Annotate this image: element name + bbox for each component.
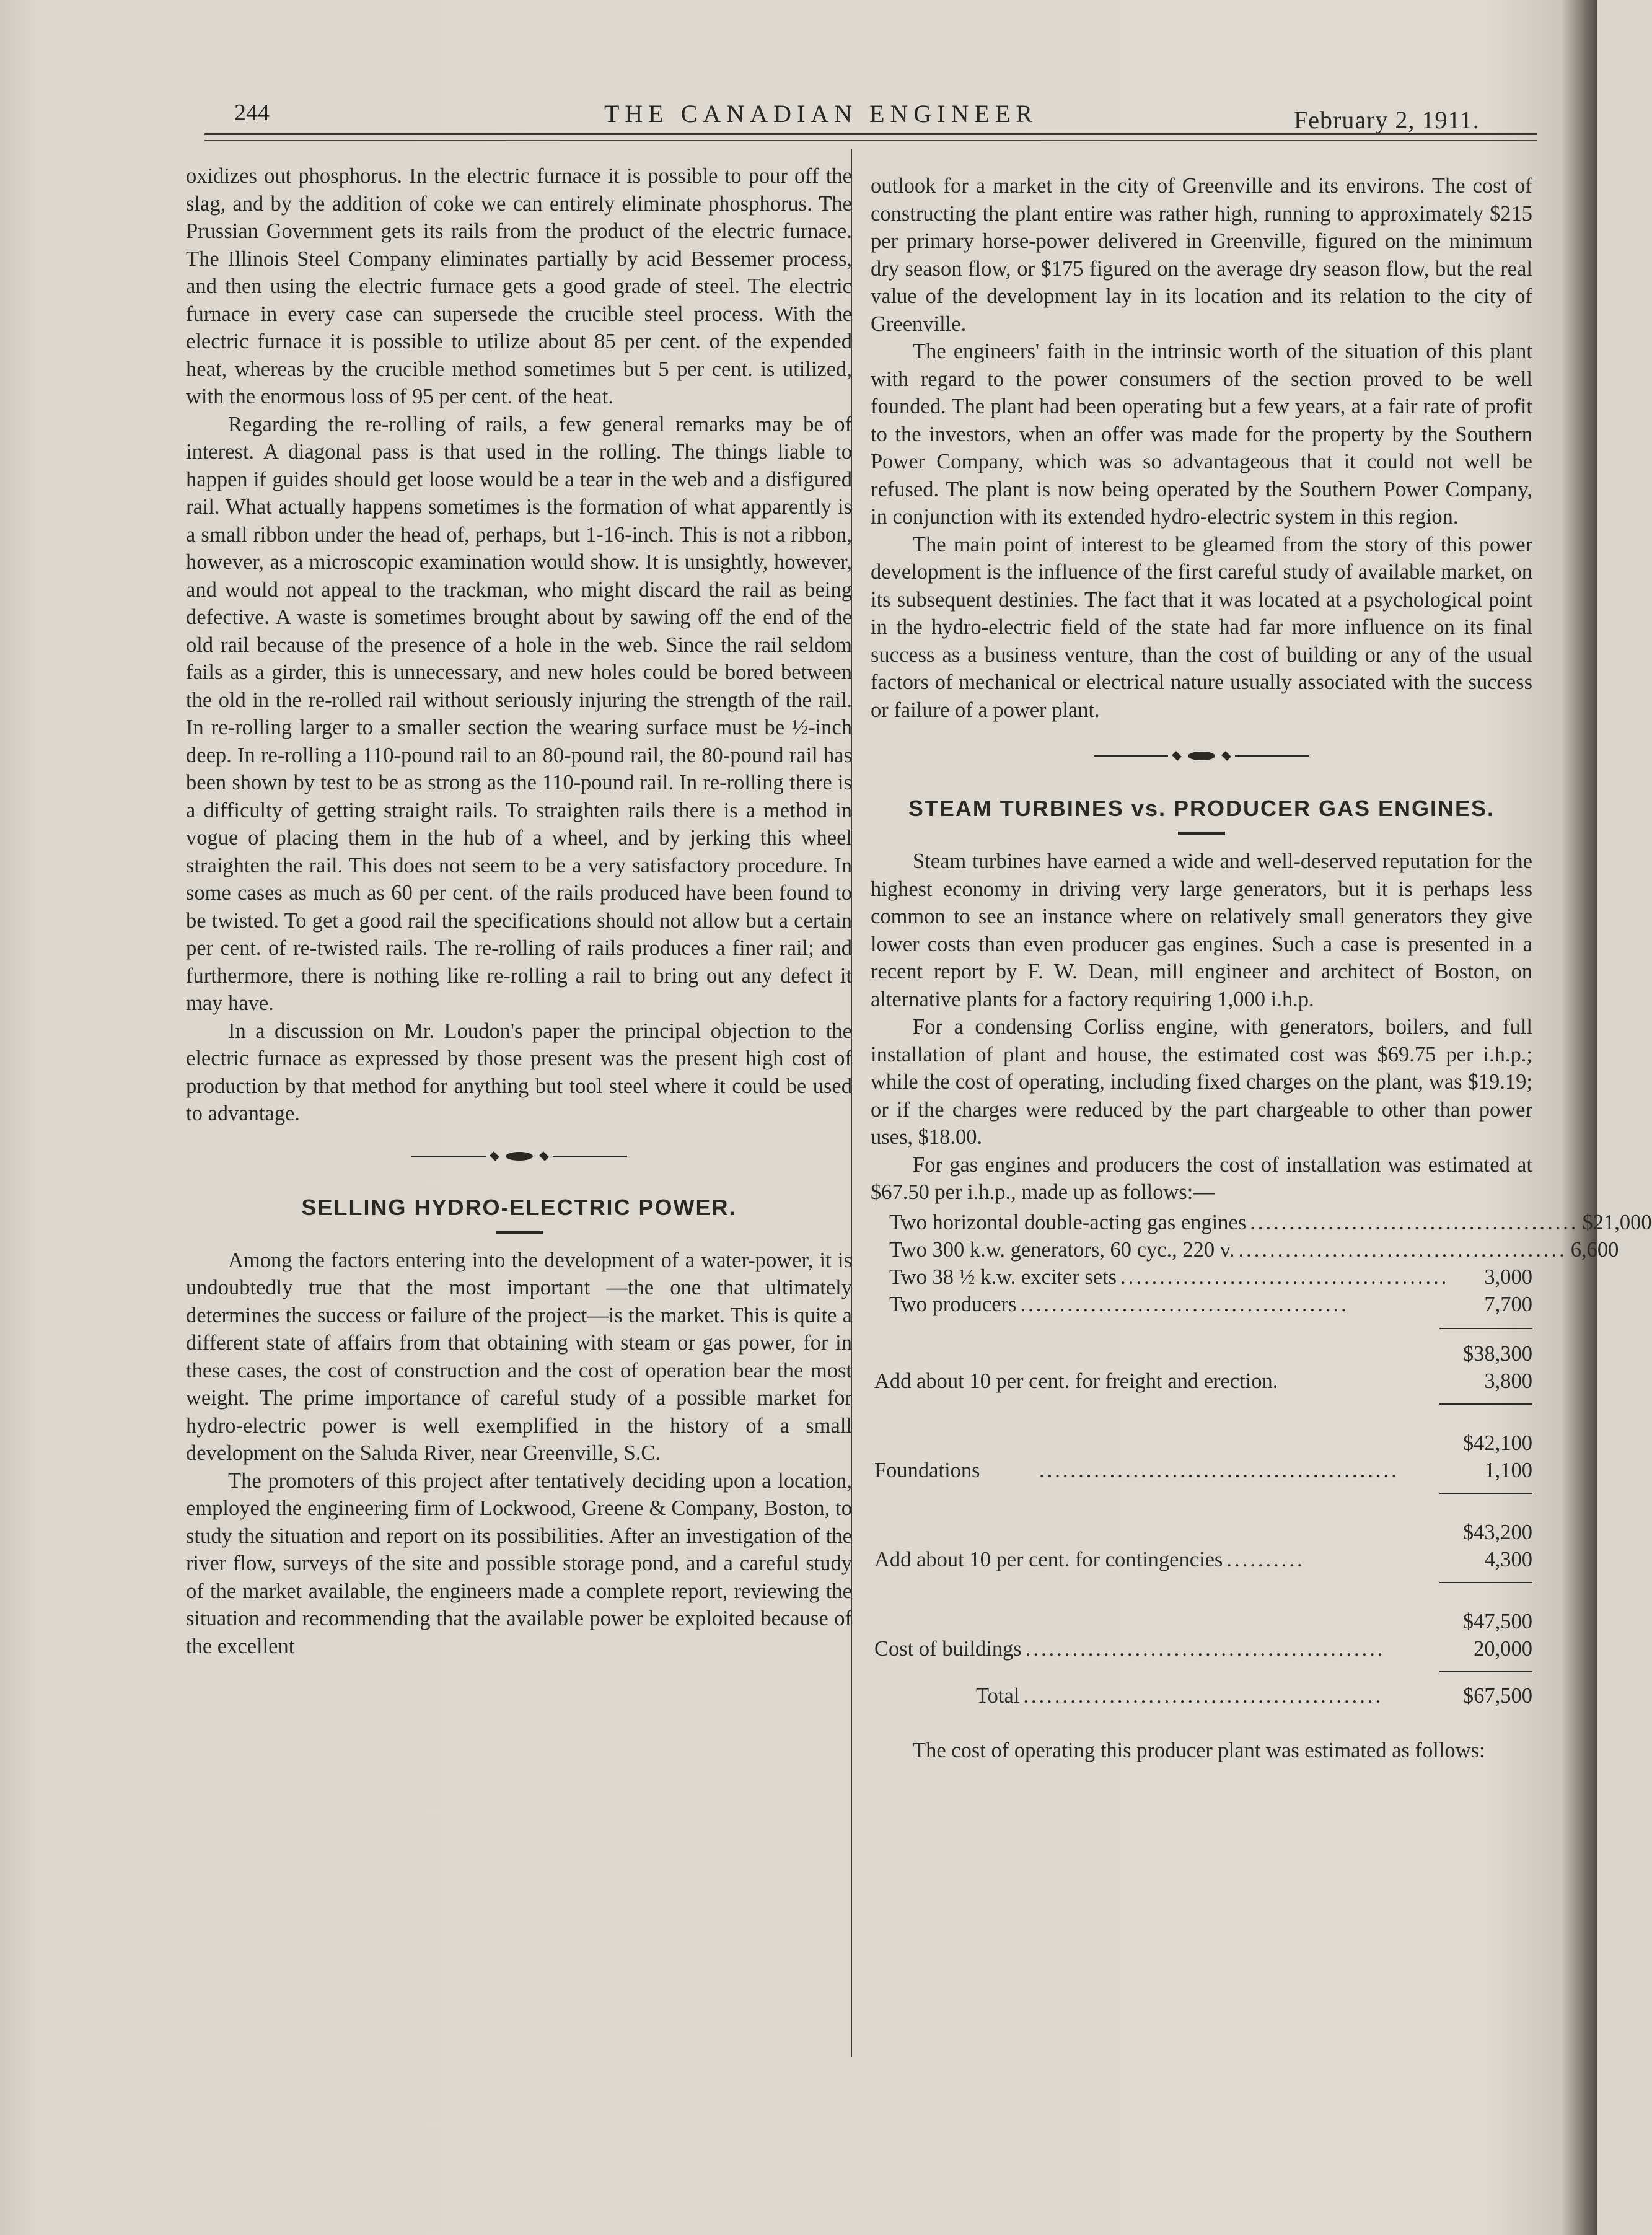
page-number: 244 xyxy=(234,100,270,126)
ornament-diamond xyxy=(490,1151,499,1161)
paragraph: The promoters of this project after tentatively deciding upon a location, employed the engineering firm of Lockwood, Greene & Company, Boston, to study the situation and report on its possibilities. After an investigation of the river flow, surveys of the site and possible storage pond, and a careful study of the market available, the engineers made a complete report, reviewing the situation and recommending that the available power be exploited because of the excellent xyxy=(186,1469,852,1658)
section-heading: SELLING HYDRO-ELECTRIC POWER. xyxy=(301,1194,737,1220)
item-amount: 4,300 xyxy=(1484,1547,1532,1571)
leader-dots: .......... xyxy=(1226,1547,1305,1571)
section-ornament xyxy=(871,737,1532,775)
page-edge xyxy=(1584,0,1597,2235)
sum-rule xyxy=(1439,1403,1532,1405)
item-amount: 20,000 xyxy=(1474,1636,1532,1661)
ornament-diamond xyxy=(1221,751,1231,761)
heading-bar xyxy=(1178,832,1225,835)
total-label: Total xyxy=(976,1684,1020,1708)
paragraph: In a discussion on Mr. Loudon's paper the principal objection to the electric furnace as expressed by those present was the present high cost of production by that method for anything but tool steel where it could be used to advantage. xyxy=(186,1019,852,1125)
item-label: Two 38 ½ k.w. exciter sets xyxy=(889,1265,1117,1289)
table-row xyxy=(871,1236,1619,1263)
item-amount: 7,700 xyxy=(1484,1292,1532,1316)
ornament-diamond xyxy=(539,1151,549,1161)
item-amount: $21,000 xyxy=(1582,1210,1652,1234)
leader-dots: .......................................... xyxy=(1238,1237,1567,1262)
heading-bar xyxy=(496,1231,543,1234)
sum-rule xyxy=(1439,1493,1532,1494)
ornament-line xyxy=(1235,755,1309,757)
item-amount: 1,100 xyxy=(1484,1458,1532,1482)
spacer xyxy=(871,1710,1532,1718)
table-row xyxy=(871,1368,1532,1395)
ornament-diamond xyxy=(1172,751,1182,761)
section-ornament xyxy=(186,1138,852,1175)
paragraph: The engineers' faith in the intrinsic worth of the situation of this plant with regard to the power consumers of the section proved to be well founded. The plant had been operating but a few years, at a fair rate of profit to the investors, when an offer was made for the property by the Southern Power Company, which was so advantageous that it could not well be refused. The plant is now being operated by the Southern Power Company, in conjunction with its extended hydro-electric system in this region. xyxy=(871,340,1532,529)
table-row xyxy=(871,1291,1532,1318)
issue-date: February 2, 1911. xyxy=(1294,106,1480,134)
sum-rule xyxy=(1439,1671,1532,1672)
ornament-line xyxy=(411,1156,486,1157)
right-column xyxy=(871,172,1652,1764)
subtotal: $47,500 xyxy=(1462,1609,1532,1633)
item-label: Add about 10 per cent. for contingencies xyxy=(874,1547,1223,1571)
subtotal: $42,100 xyxy=(1462,1431,1532,1455)
left-column xyxy=(186,162,852,1660)
ornament-oval xyxy=(1188,752,1215,760)
ornament-line xyxy=(1094,755,1168,757)
paragraph: Among the factors entering into the development of a water-power, it is undoubtedly true that the most important —the one that ultimately determines the success or failure of the project—is the market. This is quite a different state of affairs from that obtaining with steam or gas power, for in these cases, the cost of construction and the cost of operation bear the most weight. The prime importance of careful study of a possible market for hydro-electric power is well exemplified in the history of a small development on the Saluda River, near Greenville, S.C. xyxy=(186,1248,852,1465)
paragraph: Steam turbines have earned a wide and well-deserved reputation for the highest economy in driving very large generators, but it is perhaps less common to see an instance where on relatively small generators they give lower costs than even producer gas engines. Such a case is presented in a recent report by F. W. Dean, mill engineer and architect of Boston, on alternative plants for a factory requiring 1,000 i.h.p. xyxy=(871,850,1532,1011)
item-label: Two horizontal double-acting gas engines xyxy=(889,1210,1247,1234)
item-label: Two 300 k.w. generators, 60 cyc., 220 v. xyxy=(889,1237,1235,1262)
header-rule-top xyxy=(204,133,1537,135)
item-label: Two producers xyxy=(889,1292,1017,1316)
cost-table xyxy=(871,1209,1652,1710)
total-amount: $67,500 xyxy=(1462,1684,1532,1708)
subtotal: $43,200 xyxy=(1462,1520,1532,1544)
leader-dots: .......................................... xyxy=(1250,1210,1579,1234)
leader-dots: .............................................. xyxy=(1023,1684,1384,1708)
paragraph: outlook for a market in the city of Greenville and its environs. The cost of constructing the plant entire was rather high, running to approximately $215 per primary horse-power delivered in Greenville, figured on the minimum dry season flow, or $175 figured on the average dry season flow, but the real value of the development lay in its location and its relation to the city of Greenville. xyxy=(871,174,1532,336)
table-row xyxy=(871,1209,1652,1236)
item-label: Add about 10 per cent. for freight and erection. xyxy=(874,1369,1278,1393)
item-label: Foundations xyxy=(874,1458,980,1482)
table-row xyxy=(871,1457,1532,1484)
leader-dots: .......................................... xyxy=(1120,1265,1449,1289)
ornament-line xyxy=(553,1156,627,1157)
paragraph: The main point of interest to be gleamed from the story of this power development is the influence of the first careful study of available market, on its subsequent destinies. The fact that it was located at a psychological point in the hydro-electric field of the state had far more influence on its final success as a business venture, than the cost of building or any of the usual factors of mechanical or electrical nature usually associated with the success or failure of a power plant. xyxy=(871,532,1532,722)
paragraph: oxidizes out phosphorus. In the electric furnace it is possible to pour off the slag, and by the addition of coke we can entirely eliminate phosphorus. The Prussian Government gets its rails from the product of the electric furnace. The Illinois Steel Company eliminates partially by acid Bessemer process, and then using the electric furnace gets a good grade of steel. The electric furnace in every case can supersede the crucible steel process. With the electric furnace it is possible to utilize about 85 per cent. of the expended heat, whereas by the crucible method sometimes but 5 per cent. is utilized, with the enormous loss of 95 per cent. of the heat. xyxy=(186,164,852,408)
table-row xyxy=(871,1546,1532,1573)
item-amount: 6,600 xyxy=(1570,1237,1619,1262)
item-label: Cost of buildings xyxy=(874,1636,1022,1661)
header-rule-bottom xyxy=(204,140,1537,141)
ornament-oval xyxy=(506,1152,533,1161)
sum-rule xyxy=(1439,1328,1532,1329)
leader-dots: .......................................... xyxy=(1020,1292,1349,1316)
leader-dots: .............................................. xyxy=(1025,1636,1386,1661)
table-row xyxy=(871,1263,1532,1291)
subtotal: $38,300 xyxy=(1462,1341,1532,1366)
sum-rule xyxy=(1439,1582,1532,1583)
paragraph: The cost of operating this producer plant was estimated as follows: xyxy=(913,1738,1485,1762)
paragraph: Regarding the re-rolling of rails, a few general remarks may be of interest. A diagonal pass is that used in the rolling. The things liable to happen if guides should get loose would be a tear in the web and a disfigured rail. What actually happens sometimes is the formation of what apparently is a small ribbon under the head of, perhaps, but 1-16-inch. This is not a ribbon, however, as a microscopic examination would show. It is unsightly, however, and would not appeal to the trackman, who might discard the rail as being defective. A waste is sometimes brought about by sawing off the end of the old rail because of the presence of a hole in the web. Since the rail seldom fails as a girder, this is unnecessary, and new holes could be bored between the old in the re-rolled rail without seriously injuring the strength of the rail. In re-rolling larger to a smaller section the wearing surface must be ½-inch deep. In re-rolling a 110-pound rail to an 80-pound rail, the 80-pound rail has been shown by test to be as strong as the 110-pound rail. In re-rolling there is a difficulty of getting straight rails. To straighten rails there is a method in vogue of placing them in the hub of a wheel, and by jerking this wheel straighten the rail. This does not seem to be a very satisfactory procedure. In some cases as much as 60 per cent. of the rails produced have been found to be twisted. To get a good rail the specifications should not allow but a certain per cent. of re-twisted rails. The re-rolling of rails produces a finer rail; and furthermore, there is nothing like re-rolling a rail to bring out any defect it may have. xyxy=(186,412,852,1015)
paragraph: For gas engines and producers the cost of installation was estimated at $67.50 per i.h.p., made up as follows:— xyxy=(871,1153,1532,1204)
table-row xyxy=(871,1635,1532,1662)
paragraph: For a condensing Corliss engine, with generators, boilers, and full installation of plant and house, the estimated cost was $69.75 per i.h.p.; while the cost of operating, including fixed charges on the plant, was $19.19; or if the charges were reduced by the part chargeable to other than power uses, $18.00. xyxy=(871,1015,1532,1149)
item-amount: 3,800 xyxy=(1484,1369,1532,1393)
leader-dots: .............................................. xyxy=(1039,1458,1399,1482)
journal-title: THE CANADIAN ENGINEER xyxy=(604,100,1039,128)
section-heading: STEAM TURBINES vs. PRODUCER GAS ENGINES. xyxy=(908,796,1495,821)
table-row-total xyxy=(871,1682,1532,1710)
item-amount: 3,000 xyxy=(1484,1265,1532,1289)
